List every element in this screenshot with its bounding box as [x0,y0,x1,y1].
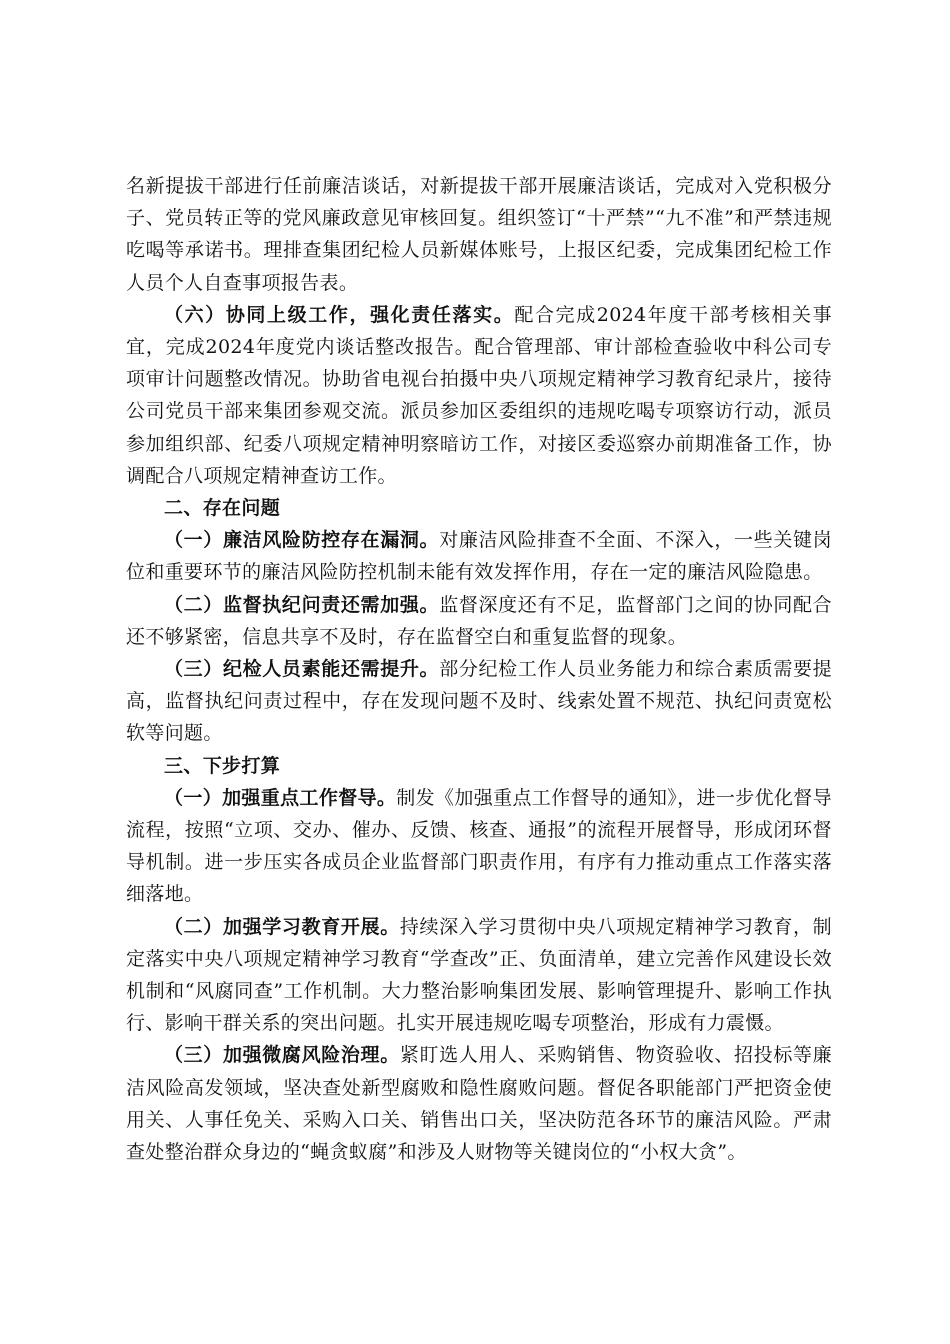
paragraph-item-6 [126,299,832,492]
item-6-lead: （六）协同上级工作，强化责任落实。 [164,303,515,326]
section-3-heading: 三、下步打算 [164,754,281,777]
section-2-item-1-lead: （一）廉洁风险防控存在漏洞。 [164,529,440,552]
section-3-item-3-body: 紧盯选人用人、采购销售、物资验收、招投标等廉洁风险高发领域，坚决查处新型腐败和隐性腐败问题。督促各职能部门严把资金使用关、人事任免关、采购入口关、销售出口关，坚决防范各环节的廉洁风险。严肃查处整治群众身边的“蝇贪蚁腐”和涉及人财物等关键岗位的“小权大贪”。 [126,1044,832,1164]
section-3-item-2-lead: （二）加强学习教育开展。 [164,915,400,938]
section-2-item-3 [126,653,832,750]
section-3-item-1-body: 制发《加强重点工作督导的通知》，进一步优化督导流程，按照“立项、交办、催办、反馈、核查、通报”的流程开展督导，形成闭环督导机制。进一步压实各成员企业监督部门职责作用，有序有力推动重点工作落实落细落地。 [126,786,832,906]
section-2-item-1 [126,524,832,588]
section-2-item-2-lead: （二）监督执纪问责还需加强。 [164,593,440,616]
section-3-item-1 [126,782,832,911]
section-2-item-3-lead: （三）纪检人员素能还需提升。 [164,658,440,681]
document-page [126,170,832,1168]
section-3-item-2 [126,911,832,1040]
section-3-item-3-lead: （三）加强微腐风险治理。 [164,1044,400,1067]
section-3-item-1-lead: （一）加强重点工作督导。 [164,786,397,809]
section-3-item-2-body: 持续深入学习贯彻中央八项规定精神学习教育，制定落实中央八项规定精神学习教育“学查改”正、负面清单，建立完善作风建设长效机制和“风腐同查”工作机制。大力整治影响集团发展、影响管理提升、影响工作执行、影响干群关系的突出问题。扎实开展违规吃喝专项整治，形成有力震慑。 [126,915,832,1035]
item-6-body: 配合完成2024年度干部考核相关事宜，完成2024年度党内谈话整改报告。配合管理部、审计部检查验收中科公司专项审计问题整改情况。协助省电视台拍摄中央八项规定精神学习教育纪录片，接待公司党员干部来集团参观交流。派员参加区委组织的违规吃喝专项察访行动，派员参加组织部、纪委八项规定精神明察暗访工作，对接区委巡察办前期准备工作，协调配合八项规定精神查访工作。 [126,303,832,487]
section-2-item-1-body: 对廉洁风险排查不全面、不深入，一些关键岗位和重要环节的廉洁风险防控机制未能有效发挥作用，存在一定的廉洁风险隐患。 [126,529,832,584]
section-2-item-2-body: 监督深度还有不足，监督部门之间的协同配合还不够紧密，信息共享不及时，存在监督空白和重复监督的现象。 [126,593,832,648]
paragraph-continued: 名新提拔干部进行任前廉洁谈话，对新提拔干部开展廉洁谈话，完成对入党积极分子、党员转正等的党风廉政意见审核回复。组织签订“十严禁”“九不准”和严禁违规吃喝等承诺书。理排查集团纪检人员新媒体账号，上报区纪委，完成集团纪检工作人员个人自查事项报告表。 [126,175,832,294]
section-2-item-2 [126,589,832,653]
section-2-item-3-body: 部分纪检工作人员业务能力和综合素质需要提高，监督执纪问责过程中，存在发现问题不及时、线索处置不规范、执纪问责宽松软等问题。 [126,658,832,745]
section-3-item-3 [126,1039,832,1168]
section-2-heading: 二、存在问题 [164,497,281,520]
